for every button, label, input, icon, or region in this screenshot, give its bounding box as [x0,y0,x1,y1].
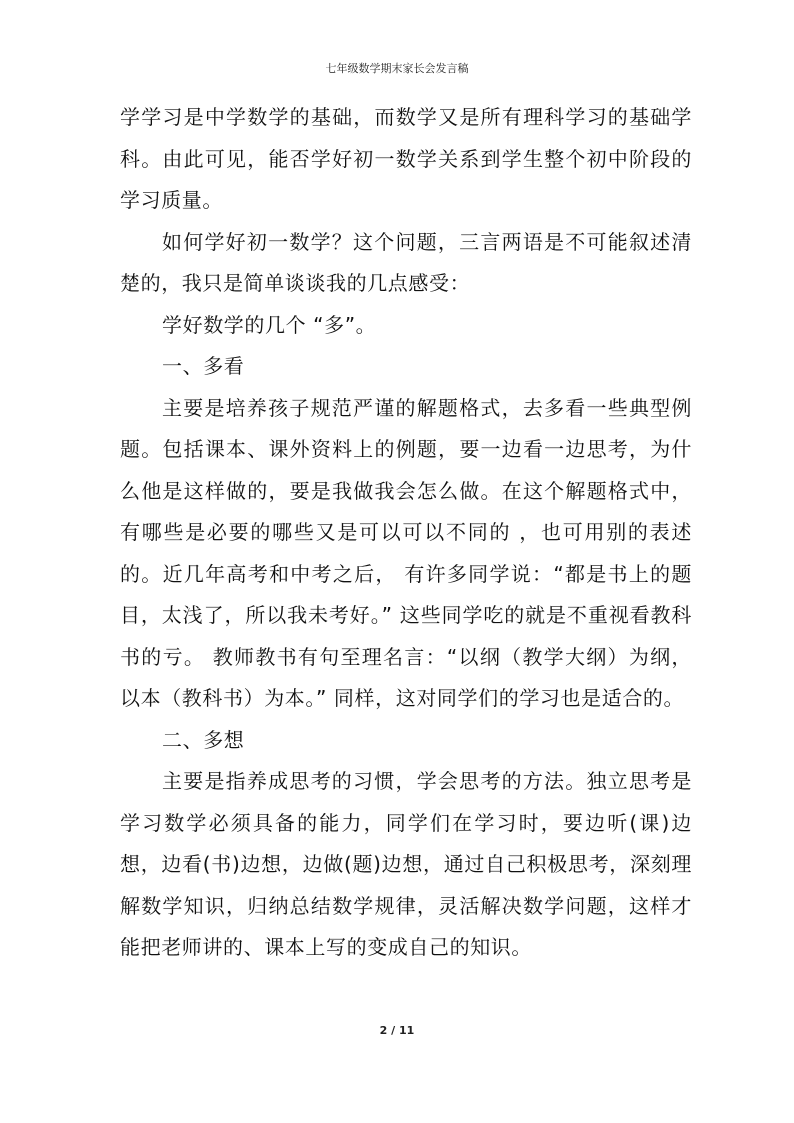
section-heading-look-more: 一、多看 [162,354,245,378]
page-header: 七年级数学期末家长会发言稿 [325,62,469,75]
paragraph-several-mores: 学好数学的几个 “多”。 [162,312,377,337]
paragraph-think-more: 主要是指养成思考的习惯，学会思考的方法。独立思考是学习数学必须具备的能力，同学们在学习时，要边听(课)边想，边看(书)边想，边做(题)边想，通过自己积极思考，深刻理解数学知识，归纳总结数学规律，灵活解决数学问题，这样才能把老师讲的、课本上写的变成自己的知识。 [120,769,692,959]
paragraph-intro-continued: 学学习是中学数学的基础，而数学又是所有理科学习的基础学科。由此可见，能否学好初一数学关系到学生整个初中阶段的学习质量。 [120,105,692,212]
paragraph-how-to-learn: 如何学好初一数学？这个问题，三言两语是不可能叙述清楚的，我只是简单谈谈我的几点感受： [120,229,692,295]
document-body [120,97,692,969]
paragraph-look-more: 主要是培养孩子规范严谨的解题格式，去多看一些典型例题。包括课本、课外资料上的例题，要一边看一边思考，为什么他是这样做的，要是我做我会怎么做。在这个解题格式中，有哪些是必要的哪些又是可以可以不同的 ，也可用别的表述的。近几年高考和中考之后， 有许多同学说：“都是书上的题目，太浅了，所以我未考好。” 这些同学吃的就是不重视看教科书的亏。 教师教书有句至理名言：“以纲（教学大纲）为纲，以本（教科书）为本。” 同样，这对同学们的学习也是适合的。 [120,395,692,710]
section-heading-think-more: 二、多想 [162,727,245,752]
page-number: 2 / 11 [379,1024,415,1037]
